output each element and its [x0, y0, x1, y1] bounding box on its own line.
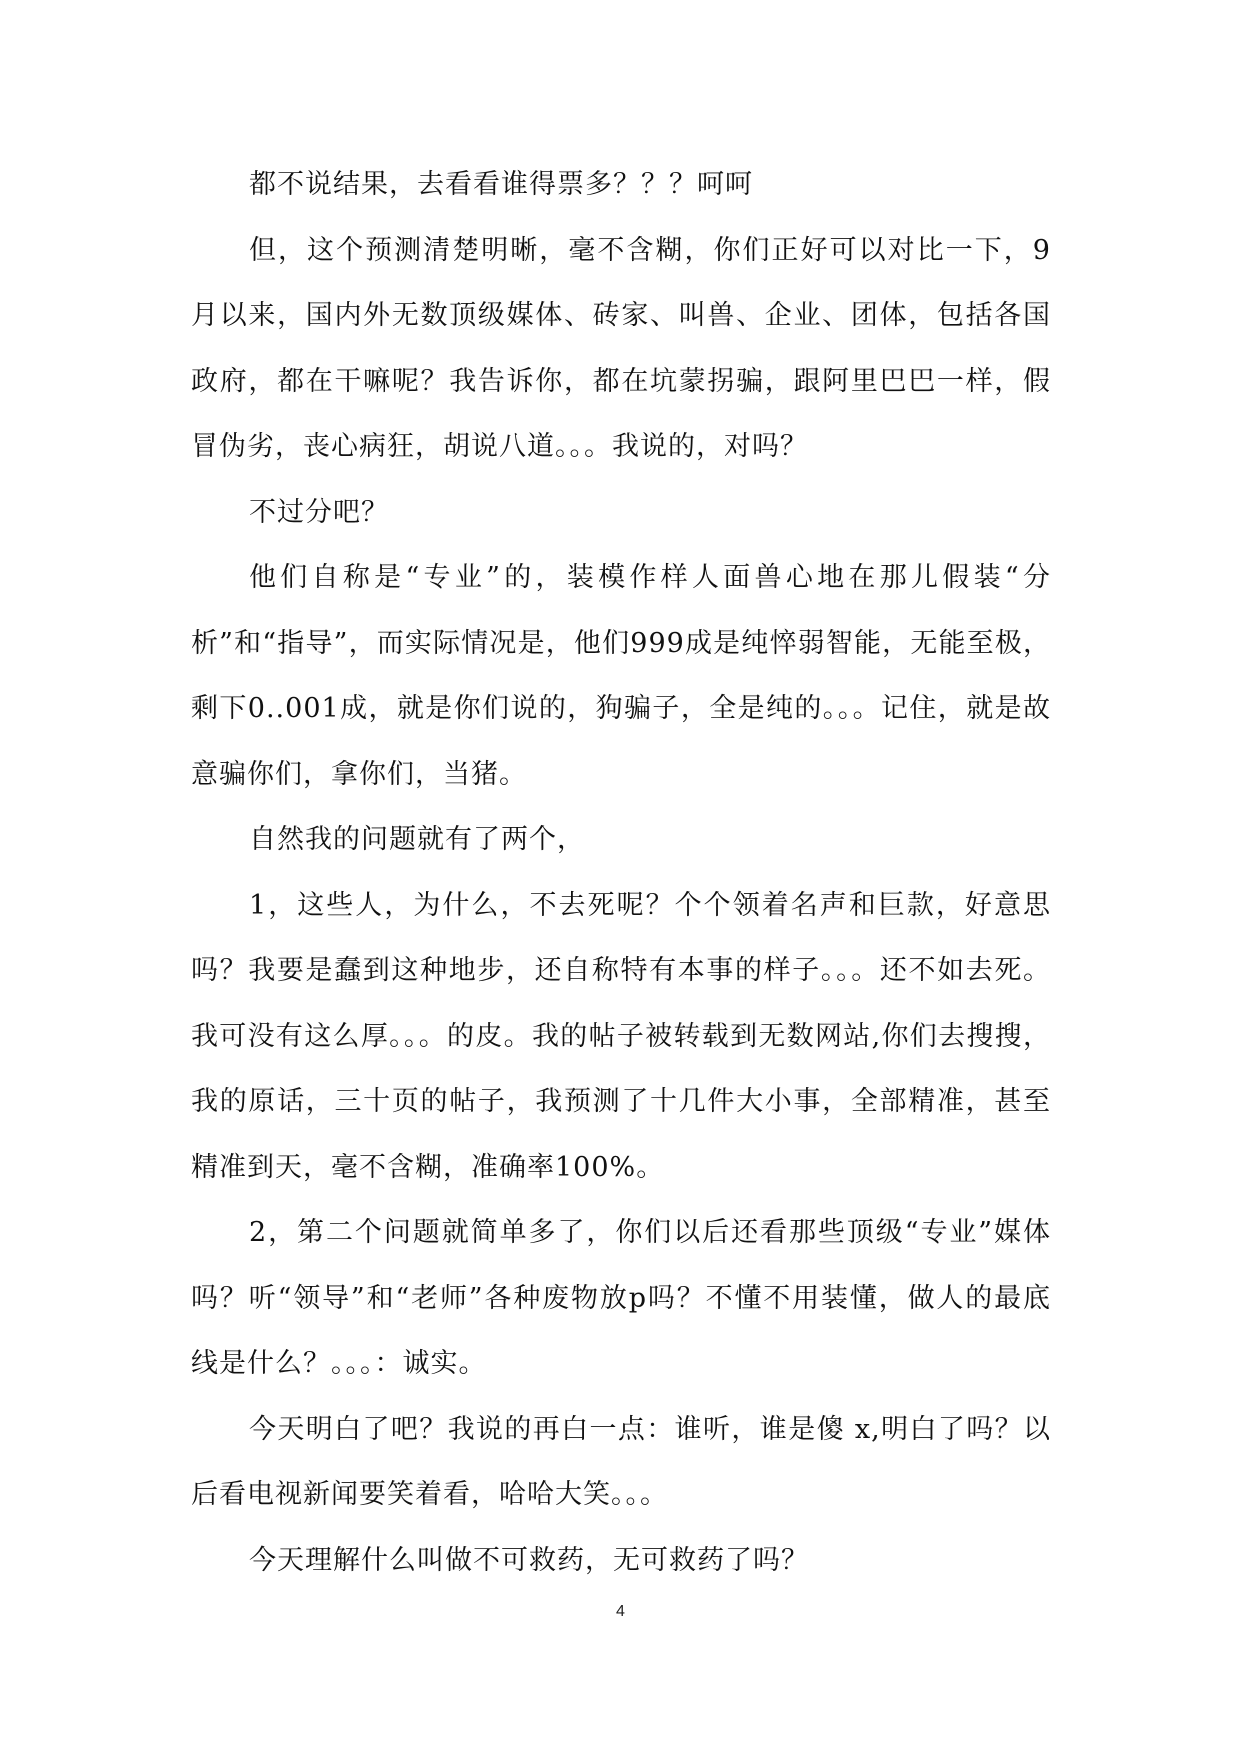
paragraph-1: 都不说结果，去看看谁得票多？？？呵呵	[249, 169, 753, 200]
paragraph-7: 2，第二个问题就简单多了，你们以后还看那些顶级“专业”媒体吗？听“领导”和“老师”各种废物放p吗？不懂不用装懂，做人的最底线是什么？。。。：诚实。	[191, 1217, 1051, 1379]
paragraph-3: 不过分吧？	[249, 496, 389, 528]
paragraph-2: 但，这个预测清楚明晰，毫不含糊，你们正好可以对比一下，9月以来，国内外无数顶级媒体、砖家、叫兽、企业、团体，包括各国政府，都在干嘛呢？我告诉你，都在坑蒙拐骗，跟阿里巴巴一样，假冒伪劣，丧心病狂，胡说八道。。。我说的，对吗？	[191, 234, 1051, 462]
page-number: 4	[616, 1603, 625, 1620]
paragraph-5: 自然我的问题就有了两个，	[249, 824, 585, 855]
paragraph-8: 今天明白了吧？我说的再白一点：谁听，谁是傻 x,明白了吗？以后看电视新闻要笑着看，哈哈大笑。。。	[191, 1413, 1051, 1510]
body-text	[191, 152, 1051, 1593]
paragraph-4: 他们自称是“专业”的，装模作样人面兽心地在那儿假装“分析”和“指导”，而实际情况是，他们999成是纯悴弱智能，无能至极，剩下0..001成，就是你们说的，狗骗子，全是纯的。。。记住，就是故意骗你们，拿你们，当猪。	[191, 562, 1051, 790]
paragraph-9: 今天理解什么叫做不可救药，无可救药了吗？	[249, 1544, 809, 1576]
paragraph-6: 1，这些人，为什么，不去死呢？个个领着名声和巨款，好意思吗？我要是蠢到这种地步，还自称特有本事的样子。。。还不如去死。我可没有这么厚。。。的皮。我的帖子被转载到无数网站,你们去搜搜，我的原话，三十页的帖子，我预测了十几件大小事，全部精准，甚至精准到天，毫不含糊，准确率100%。	[191, 889, 1051, 1183]
